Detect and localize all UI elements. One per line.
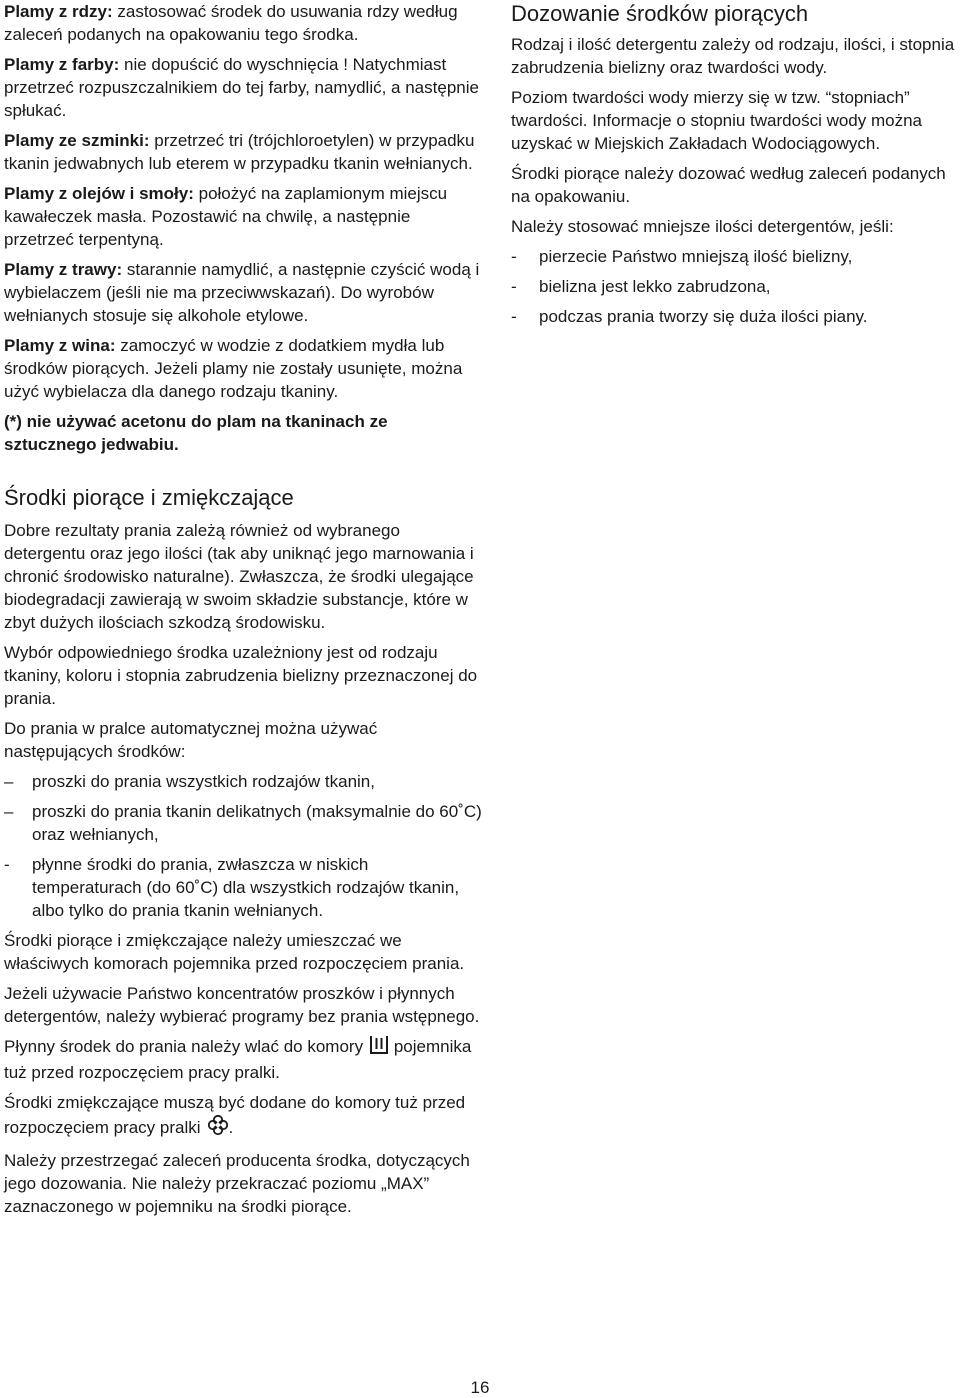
stain-text: nie dopuścić do wyschnięcia ! Natychmiast przetrzeć rozpuszczalnikiem do tej farby, namydlić, a następnie spłukać. [4,55,479,120]
detergents-paragraph: Jeżeli używacie Państwo koncentratów proszków i płynnych detergentów, należy wybierać programy bez prania wstępnego. [4,984,480,1026]
list-item [4,770,482,793]
softener-flower-icon [207,1114,229,1142]
detergents-heading: Środki piorące i zmiękczające [4,485,294,510]
list-item-text: bielizna jest lekko zabrudzona, [539,277,771,296]
list-item [511,275,960,298]
dosing-paragraph: Poziom twardości wody mierzy się w tzw. “stopniach” twardości. Informacje o stopniu twardości wody można uzyskać w Miejskich Zakładach Wodociągowych. [511,88,923,153]
detergents-paragraph: Wybór odpowiedniego środka uzależniony jest od rodzaju tkaniny, koloru i stopnia zabrudzenia bielizny przeznaczonej do prania. [4,643,478,708]
detergents-paragraph: Do prania w pralce automatycznej można używać następujących środków: [4,719,378,761]
dosing-heading: Dozowanie środków piorących [511,1,809,26]
paragraph-text: Środki zmiękczające muszą być dodane do komory tuż przed rozpoczęciem pracy pralki [4,1093,466,1137]
stain-text: zastosować środek do usuwania rdzy według zaleceń podanych na opakowaniu tego środka. [4,2,458,44]
acetone-note: (*) nie używać acetonu do plam na tkaninach ze sztucznego jedwabiu. [4,412,388,454]
dosing-paragraph: Środki piorące należy dozować według zaleceń podanych na opakowaniu. [511,164,946,206]
main-wash-compartment-icon [369,1035,389,1061]
list-item [511,305,960,328]
list-item [511,245,960,268]
list-item-text: pierzecie Państwo mniejszą ilość bielizny, [539,247,853,266]
list-item-text: podczas prania tworzy się duża ilości piany. [539,307,868,326]
page-number: 16 [470,1378,490,1397]
stain-text: przetrzeć tri (trójchloroetylen) w przypadku tkanin jedwabnych lub eterem w przypadku tkanin wełnianych. [4,131,475,173]
list-marker: - [511,307,517,326]
stain-grass [4,258,482,327]
detergents-paragraph: Środki piorące i zmiękczające należy umieszczać we właściwych komorach pojemnika przed rozpoczęciem prania. [4,931,465,973]
list-item-text: proszki do prania tkanin delikatnych (maksymalnie do 60˚C) oraz wełnianych, [32,802,482,844]
list-marker: – [4,772,14,791]
list-item-text: proszki do prania wszystkich rodzajów tkanin, [32,772,375,791]
stain-lead: Plamy z rdzy: [4,2,113,21]
left-column [4,0,482,1218]
list-item-text: płynne środki do prania, zwłaszcza w niskich temperaturach (do 60˚C) dla wszystkich rodzajów tkanin, albo tylko do prania tkanin wełnianych. [32,855,460,920]
detergents-paragraph: Należy przestrzegać zaleceń producenta środka, dotyczących jego dozowania. Nie należy przekraczać poziomu „MAX” zaznaczonego w pojemniku na środki piorące. [4,1151,470,1216]
detergents-paragraph [4,1035,482,1084]
paragraph-text: Płynny środek do prania należy wlać do komory [4,1037,364,1056]
list-item [4,853,482,922]
stain-wine [4,334,482,403]
stain-paint [4,53,482,122]
list-marker: – [4,802,14,821]
stain-text: zamoczyć w wodzie z dodatkiem mydła lub środków piorących. Jeżeli plamy nie zostały usunięte, można użyć wybielacza dla danego rodzaju tkaniny. [4,336,463,401]
right-column [511,0,960,328]
detergents-paragraph [4,1091,482,1142]
stain-text: położyć na zaplamionym miejscu kawałeczek masła. Pozostawić na chwilę, a następnie przetrzeć terpentyną. [4,184,448,249]
stain-lead: Plamy z trawy: [4,260,123,279]
list-marker: - [511,277,517,296]
paragraph-text: . [228,1118,234,1137]
paragraph-text: pojemnika tuż przed rozpoczęciem pracy pralki. [4,1037,472,1082]
stain-oil-tar [4,182,482,251]
stain-lead: Plamy z farby: [4,55,120,74]
dosing-paragraph: Należy stosować mniejsze ilości detergentów, jeśli: [511,217,894,236]
dosing-paragraph: Rodzaj i ilość detergentu zależy od rodzaju, ilości, i stopnia zabrudzenia bielizny oraz twardości wody. [511,35,955,77]
detergents-paragraph: Dobre rezultaty prania zależą również od wybranego detergentu oraz jego ilości (tak aby uniknąć jego marnowania i chronić środowisko naturalne). Zwłaszcza, że środki ulegające biodegradacji zawierają w swoim składzie substancje, które w zbyt dużych ilościach szkodzą środowisku. [4,521,474,632]
stain-lead: Plamy z wina: [4,336,116,355]
list-marker: - [4,855,10,874]
list-marker: - [511,247,517,266]
stain-lead: Plamy z olejów i smoły: [4,184,194,203]
stain-text: starannie namydlić, a następnie czyścić wodą i wybielaczem (jeśli nie ma przeciwwskazań). Do wyrobów wełnianych stosuje się alkohole etylowe. [4,260,480,325]
list-item [4,800,482,846]
stain-lipstick [4,129,482,175]
stain-lead: Plamy ze szminki: [4,131,150,150]
stain-rust [4,0,482,46]
